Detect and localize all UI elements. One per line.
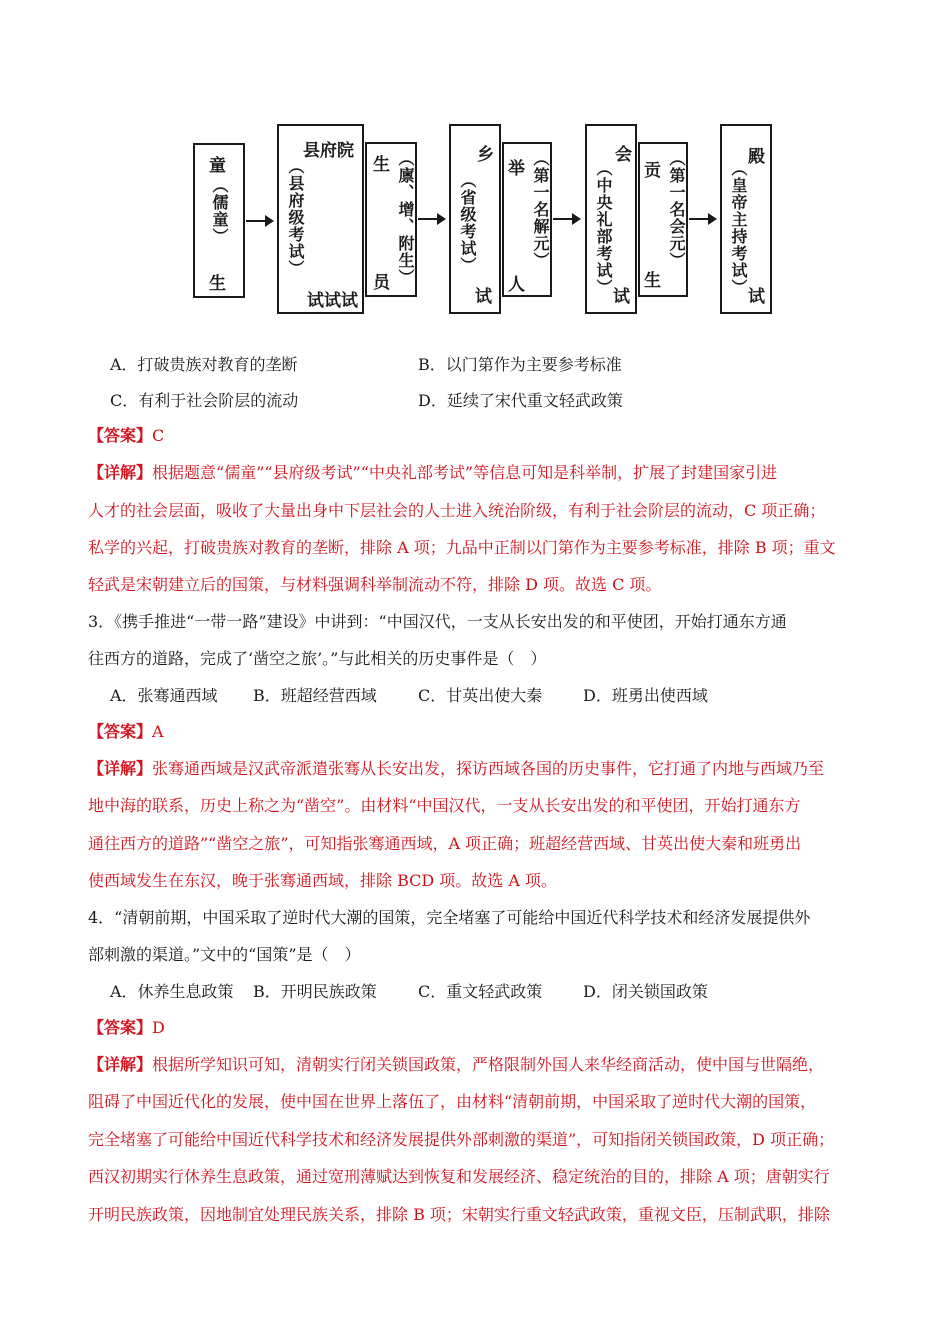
q4-answer-tag: 【答案】 <box>88 1018 153 1037</box>
juren-paren: （第一名解元） <box>531 150 550 269</box>
box-dianshi <box>720 124 772 314</box>
q2-option-b: B．以门第作为主要参考标准 <box>418 355 622 374</box>
q3-option-d: D．班勇出使西域 <box>583 686 708 705</box>
q4-answer-value: D <box>152 1018 165 1037</box>
q2-detail-line-1: 人才的社会层面，吸收了大量出身中下层社会的人士进入统治阶级，有利于社会阶层的流动，C 项正确； <box>88 501 826 520</box>
q4-detail-line-4: 开明民族政策，因地制宜处理民族关系，排除 B 项；宋朝实行重文轻武政策，重视文臣，压制武职，排除 <box>88 1205 830 1224</box>
shengyuan-col1: 生 <box>373 155 390 175</box>
q3-detail-line-3: 使西域发生在东汉，晚于张骞通西域，排除 BCD 项。故选 A 项。 <box>88 871 558 890</box>
q2-detail-line-0 <box>88 463 777 483</box>
q2-detail-text-0: 根据题意“儒童”“县府级考试”“中央礼部考试”等信息可知是科举制，扩展了封建国家引进 <box>152 463 778 482</box>
q3-detail-tag: 【详解】 <box>88 759 153 778</box>
huishi-top: 会 <box>615 145 632 165</box>
q4-stem-line-1: 部刺激的渠道。”文中的“国策”是（ ） <box>88 945 361 964</box>
q2-option-c: C．有利于社会阶层的流动 <box>110 391 299 410</box>
dianshi-top: 殿 <box>748 147 765 167</box>
xiangshi-paren: （省级考试） <box>458 172 477 274</box>
q3-detail-line-0 <box>88 759 824 779</box>
box-gongsheng <box>638 142 688 297</box>
juren-col1: 举 <box>508 159 525 179</box>
q2-option-a: A．打破贵族对教育的垄断 <box>110 355 298 374</box>
q2-answer <box>88 426 164 446</box>
q4-option-d: D．闭关锁国政策 <box>583 982 708 1001</box>
box-tongsheng <box>193 143 245 298</box>
box-shengyuan <box>365 142 417 297</box>
box-juren <box>502 142 552 297</box>
q4-detail-line-3: 西汉初期实行休养生息政策，通过宽刑薄赋达到恢复和发展经济、稳定统治的目的，排除 A 项；唐朝实行 <box>88 1167 830 1186</box>
juren-col1b: 人 <box>508 275 525 295</box>
q4-option-a: A．休养生息政策 <box>110 982 234 1001</box>
q2-detail-line-2: 私学的兴起，打破贵族对教育的垄断，排除 A 项；九品中正制以门第作为主要参考标准，排除 B 项；重文 <box>88 538 836 557</box>
huishi-bottom: 试 <box>613 287 630 307</box>
gongsheng-col1b: 生 <box>644 271 661 291</box>
q3-answer-tag: 【答案】 <box>88 722 153 741</box>
q2-answer-value: C <box>152 426 165 445</box>
q2-detail-line-3: 轻武是宋朝建立后的国策，与材料强调科举制流动不符，排除 D 项。故选 C 项。 <box>88 575 662 594</box>
dianshi-bottom: 试 <box>748 287 765 307</box>
xiangshi-top: 乡 <box>477 145 494 165</box>
arrow-1 <box>246 220 272 222</box>
q4-stem-line-0: 4．“清朝前期，中国采取了逆时代大潮的国策，完全堵塞了可能给中国近代科学技术和经济发展提供外 <box>88 908 811 927</box>
q4-detail-tag: 【详解】 <box>88 1055 153 1074</box>
q3-answer <box>88 722 164 742</box>
tongsheng-paren: （儒童） <box>210 177 229 245</box>
q4-detail-line-1: 阻碍了中国近代化的发展，使中国在世界上落伍了，由材料“清朝前期，中国采取了逆时代大潮的国策， <box>88 1092 817 1111</box>
arrow-4 <box>689 218 715 220</box>
gongsheng-paren: （第一名会元） <box>667 150 686 269</box>
q3-detail-line-1: 地中海的联系，历史上称之为“凿空”。由材料“中国汉代，一支从长安出发的和平使团，开始打通东方 <box>88 796 801 815</box>
gongsheng-col1: 贡 <box>644 161 661 181</box>
box-huishi <box>585 124 637 314</box>
q3-answer-value: A <box>152 722 164 741</box>
q4-detail-line-2: 完全堵塞了可能给中国近代科学技术和经济发展提供外部刺激的渠道”，可知指闭关锁国政策，D 项正确； <box>88 1130 835 1149</box>
shengyuan-paren: （廪、增、附生） <box>396 150 415 286</box>
q3-stem-line-0: 3．《携手推进“一带一路”建设》中讲到：“中国汉代，一支从长安出发的和平使团，开始打通东方通 <box>88 612 787 631</box>
q4-option-c: C．重文轻武政策 <box>418 982 543 1001</box>
shengyuan-col1b: 员 <box>373 273 390 293</box>
huishi-paren: （中央礼部考试） <box>594 160 613 296</box>
arrow-2 <box>418 218 444 220</box>
tongsheng-top: 童 <box>209 156 226 176</box>
q3-stem-line-1: 往西方的道路，完成了‘凿空之旅’。”与此相关的历史事件是（ ） <box>88 649 547 668</box>
xianfuyuan-paren: （县府级考试） <box>286 158 305 277</box>
q3-option-b: B．班超经营西域 <box>253 686 377 705</box>
q3-option-a: A．张骞通西域 <box>110 686 218 705</box>
xianfuyuan-top: 县府院 <box>303 141 354 161</box>
dianshi-paren: （皇帝主持考试） <box>729 160 748 296</box>
q2-answer-tag: 【答案】 <box>88 426 153 445</box>
q3-option-c: C．甘英出使大秦 <box>418 686 543 705</box>
xianfuyuan-bottom: 试试试 <box>307 291 358 311</box>
arrow-3 <box>553 218 579 220</box>
q4-answer <box>88 1018 165 1038</box>
q2-detail-tag: 【详解】 <box>88 463 153 482</box>
q3-detail-text-0: 张骞通西域是汉武帝派遣张骞从长安出发，探访西域各国的历史事件，它打通了内地与西域乃至 <box>152 759 825 778</box>
q2-option-d: D．延续了宋代重文轻武政策 <box>418 391 623 410</box>
q4-option-b: B．开明民族政策 <box>253 982 377 1001</box>
box-xiangshi <box>449 124 501 314</box>
q4-detail-text-0: 根据所学知识可知，清朝实行闭关锁国政策，严格限制外国人来华经商活动，使中国与世隔绝， <box>152 1055 825 1074</box>
q4-detail-line-0 <box>88 1055 824 1075</box>
xiangshi-bottom: 试 <box>475 287 492 307</box>
q3-detail-line-2: 通往西方的道路”“凿空之旅”，可知指张骞通西域，A 项正确；班超经营西域、甘英出使大秦和班勇出 <box>88 834 802 853</box>
tongsheng-bottom: 生 <box>209 274 226 294</box>
box-xianfuyuan <box>277 124 364 314</box>
